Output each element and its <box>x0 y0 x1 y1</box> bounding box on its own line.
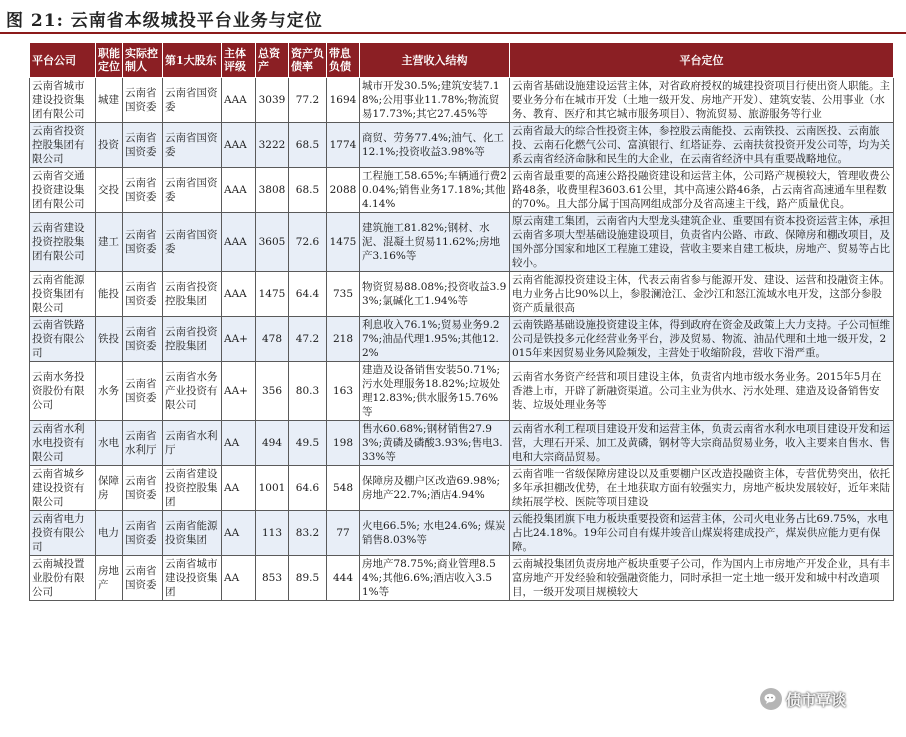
function-cell: 水务 <box>96 362 123 421</box>
revenue-structure-cell: 城市开发30.5%;建筑安装7.18%;公用事业11.78%;物流贸易17.73%;其它27.45%等 <box>360 78 510 123</box>
revenue-structure-cell: 商贸、劳务77.4%;油气、化工12.1%;投资收益3.98%等 <box>360 123 510 168</box>
debt-ratio-cell: 89.5 <box>289 556 327 601</box>
controller-cell: 云南省国资委 <box>123 511 163 556</box>
shareholder-cell: 云南省国资委 <box>163 213 222 272</box>
table-row <box>30 272 894 317</box>
total-assets-cell: 3222 <box>256 123 289 168</box>
company-name-cell: 云南省铁路投资有限公司 <box>30 317 96 362</box>
function-cell: 铁投 <box>96 317 123 362</box>
interest-debt-cell: 444 <box>327 556 360 601</box>
function-cell: 建工 <box>96 213 123 272</box>
positioning-cell: 云南省能源投资建设主体，代表云南省参与能源开发、建设、运营和投融资主体。电力业务占比90%以上，参股澜沧江、金沙江和怒江流域水电开发，这部分参股资产质量很高 <box>510 272 894 317</box>
header-cell: 平台定位 <box>510 43 894 78</box>
table-row <box>30 123 894 168</box>
positioning-cell: 原云南建工集团，云南省内大型龙头建筑企业、重要国有资本投资运营主体，承担云南省多项大型基础设施建设项目，负责省内公路、市政、保障房和棚改项目，及国外部分国家和地区工程施工建设，营收主要来自建工板块，房地产、贸易等占比较小。 <box>510 213 894 272</box>
watermark <box>760 684 896 714</box>
company-name-cell: 云南省城市建设投资集团有限公司 <box>30 78 96 123</box>
interest-debt-cell: 198 <box>327 421 360 466</box>
function-cell: 电力 <box>96 511 123 556</box>
function-cell: 城建 <box>96 78 123 123</box>
interest-debt-cell: 1475 <box>327 213 360 272</box>
interest-debt-cell: 1774 <box>327 123 360 168</box>
shareholder-cell: 云南省能源投资集团 <box>163 511 222 556</box>
total-assets-cell: 356 <box>256 362 289 421</box>
table-body <box>30 78 894 601</box>
rating-cell: AA+ <box>222 362 256 421</box>
function-cell: 能投 <box>96 272 123 317</box>
positioning-cell: 云南省最大的综合性投资主体，参控股云南能投、云南铁投、云南医投、云南旅投、云南石化燃气公司、富滇银行、红塔证券、云南扶贫投资开发公司等，均为关系云南省经济命脉和民生的大企业，在云南省经济中具有重要战略地位。 <box>510 123 894 168</box>
rating-cell: AA <box>222 511 256 556</box>
wechat-bubble-icon <box>760 688 782 710</box>
interest-debt-cell: 1694 <box>327 78 360 123</box>
interest-debt-cell: 163 <box>327 362 360 421</box>
company-name-cell: 云南省城乡建设投资有限公司 <box>30 466 96 511</box>
shareholder-cell: 云南省国资委 <box>163 78 222 123</box>
positioning-cell: 云南省水利工程项目建设开发和运营主体，负责云南省水利水电项目建设开发和运营，大理石开采、加工及黄磷，钢材等大宗商品贸易业务，收入主要来自售水、售电和大宗商品贸易。 <box>510 421 894 466</box>
debt-ratio-cell: 68.5 <box>289 123 327 168</box>
interest-debt-cell: 735 <box>327 272 360 317</box>
company-name-cell: 云南省能源投资集团有限公司 <box>30 272 96 317</box>
debt-ratio-cell: 64.6 <box>289 466 327 511</box>
header-row <box>30 43 894 78</box>
shareholder-cell: 云南省水利厅 <box>163 421 222 466</box>
platform-table <box>29 42 894 601</box>
interest-debt-cell: 218 <box>327 317 360 362</box>
total-assets-cell: 494 <box>256 421 289 466</box>
table-row <box>30 421 894 466</box>
table-header <box>30 43 894 78</box>
rating-cell: AA <box>222 466 256 511</box>
function-cell: 水电 <box>96 421 123 466</box>
debt-ratio-cell: 83.2 <box>289 511 327 556</box>
positioning-cell: 云南城投集团负责房地产板块重要子公司，作为国内上市房地产开发企业，具有丰富房地产开发经验和较强融资能力，同时承担一定土地一级开发和城中村改造项目，一级开发项目规模较大 <box>510 556 894 601</box>
total-assets-cell: 3039 <box>256 78 289 123</box>
rating-cell: AAA <box>222 168 256 213</box>
table-row <box>30 466 894 511</box>
controller-cell: 云南省国资委 <box>123 213 163 272</box>
header-cell: 职能定位 <box>96 43 123 78</box>
interest-debt-cell: 77 <box>327 511 360 556</box>
header-cell: 平台公司 <box>30 43 96 78</box>
controller-cell: 云南省国资委 <box>123 362 163 421</box>
debt-ratio-cell: 64.4 <box>289 272 327 317</box>
header-cell: 总资产 <box>256 43 289 78</box>
positioning-cell: 云南省水务资产经营和项目建设主体，负责省内地市级水务业务。2015年5月在香港上市，开辟了新融资渠道。公司主业为供水、污水处理、建造及设备销售安装、垃圾处理业务等 <box>510 362 894 421</box>
debt-ratio-cell: 68.5 <box>289 168 327 213</box>
debt-ratio-cell: 72.6 <box>289 213 327 272</box>
header-cell: 第1大股东 <box>163 43 222 78</box>
positioning-cell: 云南省基础设施建设运营主体，对省政府授权的城建投资项目行使出资人职能。主要业务分布在城市开发（土地一级开发、房地产开发）、建筑安装、公用事业（水务、教育、医疗和其它城市服务项目）、物流贸易、旅游服务等行业 <box>510 78 894 123</box>
controller-cell: 云南省国资委 <box>123 556 163 601</box>
table-row <box>30 511 894 556</box>
header-cell: 资产负债率 <box>289 43 327 78</box>
table-row <box>30 213 894 272</box>
header-cell: 主体评级 <box>222 43 256 78</box>
company-name-cell: 云南省投资控股集团有限公司 <box>30 123 96 168</box>
figure-title: 图 21: 云南省本级城投平台业务与定位 <box>6 11 323 31</box>
total-assets-cell: 1001 <box>256 466 289 511</box>
function-cell: 保障房 <box>96 466 123 511</box>
header-cell: 实际控制人 <box>123 43 163 78</box>
debt-ratio-cell: 47.2 <box>289 317 327 362</box>
rating-cell: AAA <box>222 213 256 272</box>
debt-ratio-cell: 49.5 <box>289 421 327 466</box>
revenue-structure-cell: 建造及设备销售安装50.71%; 污水处理服务18.82%;垃圾处理12.83%;供水服务15.76%等 <box>360 362 510 421</box>
positioning-cell: 云南省唯一省级保障房建设以及重要棚户区改造投融资主体，专营优势突出，依托多年承担棚改优势，在土地获取方面有较强实力，房地产板块发展较好，近年来陆续拓展学校、医院等项目建设 <box>510 466 894 511</box>
rating-cell: AA <box>222 421 256 466</box>
controller-cell: 云南省国资委 <box>123 317 163 362</box>
revenue-structure-cell: 保障房及棚户区改造69.98%;房地产22.7%;酒店4.94% <box>360 466 510 511</box>
controller-cell: 云南省水利厅 <box>123 421 163 466</box>
revenue-structure-cell: 工程施工58.65%;车辆通行费20.04%;销售业务17.18%;其他4.14% <box>360 168 510 213</box>
total-assets-cell: 1475 <box>256 272 289 317</box>
total-assets-cell: 113 <box>256 511 289 556</box>
table-row <box>30 556 894 601</box>
debt-ratio-cell: 80.3 <box>289 362 327 421</box>
company-name-cell: 云南省建设投资控股集团有限公司 <box>30 213 96 272</box>
revenue-structure-cell: 售水60.68%;钢材销售27.93%;黄磷及磷酸3.93%;售电3.33%等 <box>360 421 510 466</box>
positioning-cell: 云南省最重要的高速公路投融资建设和运营主体，公司路产规模较大，管理收费公路48条，收费里程3603.61公里，其中高速公路46条，占云南省高速通车里程数的70%。且大部分属于国高网组成部分及省高速主干线，路产质量优良。 <box>510 168 894 213</box>
total-assets-cell: 3605 <box>256 213 289 272</box>
rating-cell: AAA <box>222 78 256 123</box>
watermark-text: 债市覃谈 <box>786 690 847 709</box>
positioning-cell: 云能投集团旗下电力板块重要投资和运营主体，公司火电业务占比69.75%，水电占比24.18%。19年公司自有煤井竣音山煤炭将建成投产，煤炭供应能力更有保障。 <box>510 511 894 556</box>
function-cell: 交投 <box>96 168 123 213</box>
total-assets-cell: 853 <box>256 556 289 601</box>
figure-title-bar <box>0 0 906 34</box>
shareholder-cell: 云南省投资控股集团 <box>163 272 222 317</box>
rating-cell: AA <box>222 556 256 601</box>
revenue-structure-cell: 利息收入76.1%;贸易业务9.27%;油品代理1.95%;其他12.2% <box>360 317 510 362</box>
company-name-cell: 云南省水利水电投资有限公司 <box>30 421 96 466</box>
company-name-cell: 云南城投置业股份有限公司 <box>30 556 96 601</box>
controller-cell: 云南省国资委 <box>123 272 163 317</box>
controller-cell: 云南省国资委 <box>123 168 163 213</box>
shareholder-cell: 云南省国资委 <box>163 168 222 213</box>
title-divider <box>0 32 906 34</box>
function-cell: 投资 <box>96 123 123 168</box>
company-name-cell: 云南省电力投资有限公司 <box>30 511 96 556</box>
total-assets-cell: 478 <box>256 317 289 362</box>
shareholder-cell: 云南省城市建设投资集团 <box>163 556 222 601</box>
table-row <box>30 78 894 123</box>
rating-cell: AAA <box>222 272 256 317</box>
table-row <box>30 362 894 421</box>
positioning-cell: 云南铁路基础设施投资建设主体，得到政府在资金及政策上大力支持。子公司恒维公司是铁投多元化经营业务平台，涉及贸易、物流、油品代理和土地一级开发，2015年来因贸易业务风险频发，主营处于收缩阶段，营收下滑严重。 <box>510 317 894 362</box>
function-cell: 房地产 <box>96 556 123 601</box>
controller-cell: 云南省国资委 <box>123 466 163 511</box>
shareholder-cell: 云南省投资控股集团 <box>163 317 222 362</box>
company-name-cell: 云南水务投资股份有限公司 <box>30 362 96 421</box>
interest-debt-cell: 548 <box>327 466 360 511</box>
table-row <box>30 168 894 213</box>
shareholder-cell: 云南省水务产业投资有限公司 <box>163 362 222 421</box>
total-assets-cell: 3808 <box>256 168 289 213</box>
table-row <box>30 317 894 362</box>
rating-cell: AAA <box>222 123 256 168</box>
company-name-cell: 云南省交通投资建设集团有限公司 <box>30 168 96 213</box>
header-cell: 带息负债 <box>327 43 360 78</box>
debt-ratio-cell: 77.2 <box>289 78 327 123</box>
revenue-structure-cell: 物资贸易88.08%;投资收益3.93%;氯碱化工1.94%等 <box>360 272 510 317</box>
shareholder-cell: 云南省国资委 <box>163 123 222 168</box>
revenue-structure-cell: 建筑施工81.82%;钢材、水泥、混凝土贸易11.62%;房地产3.16%等 <box>360 213 510 272</box>
controller-cell: 云南省国资委 <box>123 123 163 168</box>
rating-cell: AA+ <box>222 317 256 362</box>
header-cell: 主营收入结构 <box>360 43 510 78</box>
revenue-structure-cell: 房地产78.75%;商业管理8.54%;其他6.6%;酒店收入3.51%等 <box>360 556 510 601</box>
revenue-structure-cell: 火电66.5%; 水电24.6%; 煤炭销售8.03%等 <box>360 511 510 556</box>
controller-cell: 云南省国资委 <box>123 78 163 123</box>
shareholder-cell: 云南省建设投资控股集团 <box>163 466 222 511</box>
interest-debt-cell: 2088 <box>327 168 360 213</box>
